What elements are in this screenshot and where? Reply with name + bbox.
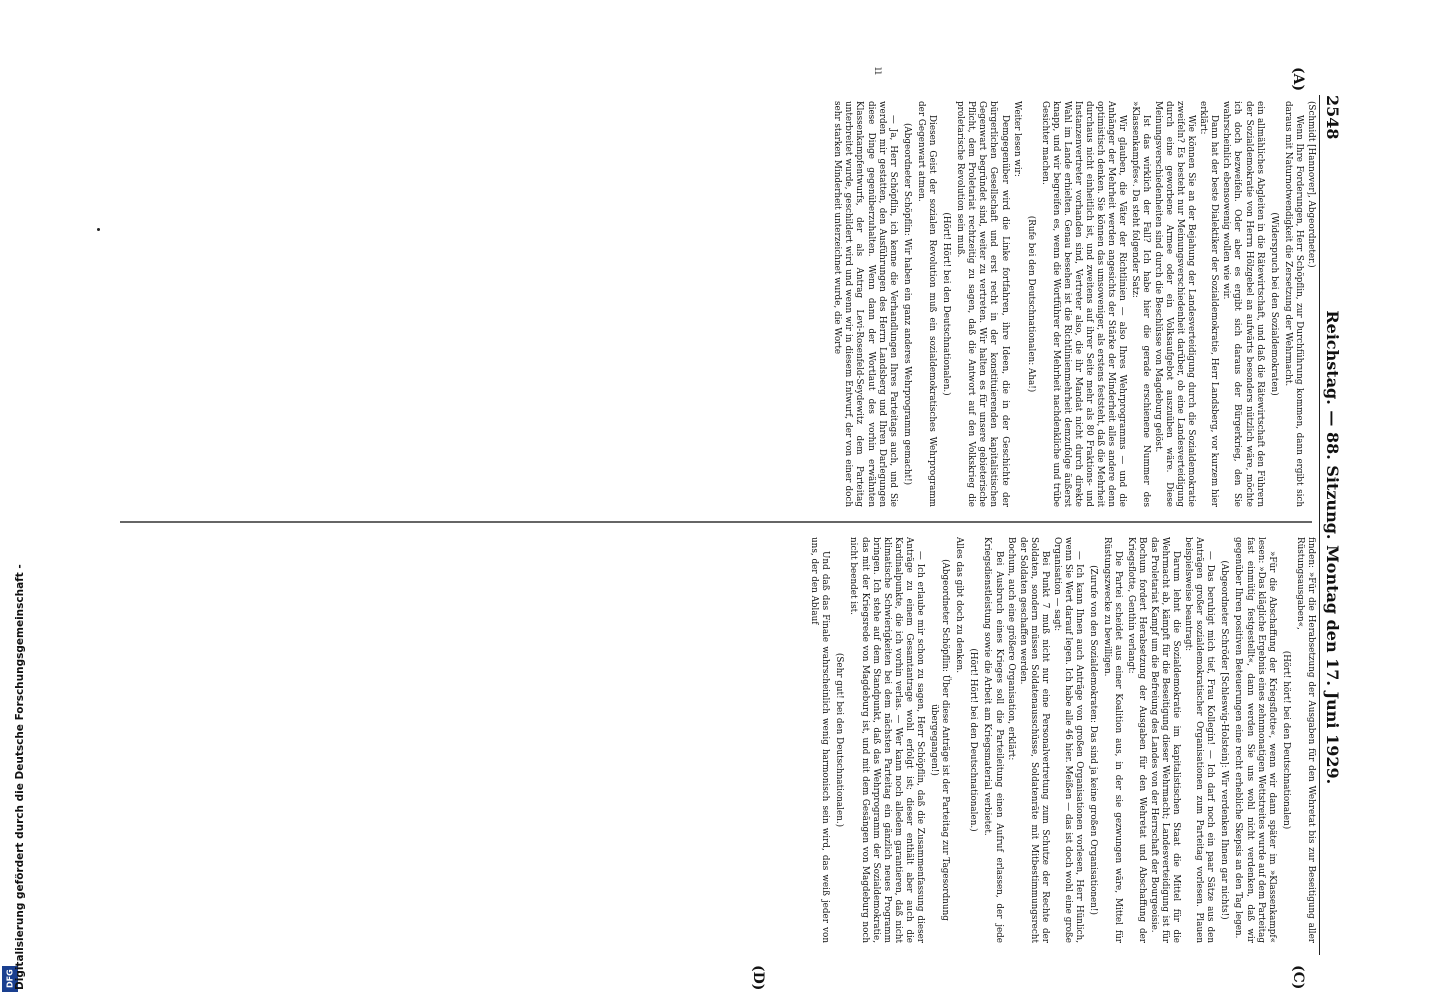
document-sheet xyxy=(116,67,1346,991)
paragraph: Wie können Sie an der Bejahung der Landesverteidigung durch die Sozialdemokratie zweifeln? Es besteht nur Meinungsverschiedenheit darüber, ob eine Landesverteidigung durch eine geworbene Armee oder ein Volksaufgebot auszuüben wäre. Diese Meinungsverschiedenheiten sind durch die Beschlüsse von Magdeburg gelöst. xyxy=(1152,101,1197,507)
interjection: (Sehr gut! bei den Deutschnationalen.) xyxy=(834,652,845,828)
paragraph: Wir glauben, die Väter der Richtlinien — also Ihres Wehrprogramms — und die Anhänger der Mehrheit werden angesichts der Stärke der Minderheit alles andere denn optimistisch denken. Sie können das umsoweniger, als erstens feststeht, daß die Mehrheit durchaus nicht einheitlich ist, und zweitens auf ihrer Seite mehr als 80 Fraktions- und Instanzenvertreter vorhanden sind, Vertreter also, die ihr Mandat nicht durch direkte Wahl im Lande erhielten. Genau besehen ist die Richtlinienmehrheit demzufolge äußerst knapp, und wir begreifen es, wenn die Wortführer der Mehrheit nachdenkliche und trübe Gesichter machen. xyxy=(1039,101,1128,507)
paragraph: — Das beruhigt mich tief, Frau Kollegin! — Ich darf noch ein paar Sätze aus den Anträgen großer sozialdemokratischer Organisationen zum Parteitag vorlesen. Plauen beispielsweise beantragt: xyxy=(1183,537,1216,943)
interjection: (Hört! Hört! bei den Deutschnationalen.) xyxy=(968,648,979,832)
paragraph: Dann hat der beste Dialektiker der Sozialdemokratie, Herr Landsberg, vor kurzem hier erklärt: xyxy=(1198,101,1220,507)
footer-credit: Digitalisierung gefördert durch die Deutsche Forschungsgemeinschaft - xyxy=(14,564,26,990)
paragraph: Diesen Geist der sozialen Revolution muß ein sozialdemokratisches Wehrprogramm der Gegenwart atmen. xyxy=(915,101,937,507)
paragraph: (Schmidt [Hannover], Abgeordneter.) xyxy=(1306,101,1316,268)
paragraph: Ist das wirklich der Fall? Ich habe hier die gerade erschienene Nummer des »Klassenkampfes«. Da steht folgender Satz: xyxy=(1129,101,1151,507)
paragraph: Wenn Ihre Forderungen, Herr Schöpflin, zur Durchführung kommen, dann ergibt sich daraus mit Naturnotwendigkeit die Zersetzung der Wehrmacht. xyxy=(1282,101,1304,507)
paragraph: Bei Punkt 7 muß nicht nur eine Personalvertretung zum Schutze der Rechte der Soldaten, sondern müssen Soldatenausschüsse, Soldatenräte mit Mitbestimmungsrecht der Soldaten geschaffen werden. xyxy=(1017,537,1050,943)
paragraph: finden: »Für die Herabsetzung der Ausgaben für den Wehretat bis zur Beseitigung aller Rüstungsausgaben«, xyxy=(1294,537,1316,943)
running-title: Reichstag. — 88. Sitzung. Montag den 17. Juni 1929. xyxy=(1323,310,1343,785)
left-column xyxy=(116,95,1316,513)
interjection: (Abgeordneter Schöpflin: Wir haben ein ganz anderes Wehrprogramm gemacht!) xyxy=(901,122,912,486)
paragraph: Bochum, auch eine größere Organisation, erklärt: xyxy=(1005,537,1016,761)
right-column xyxy=(116,531,1316,949)
column-divider xyxy=(120,521,1312,523)
page-number: 2548 xyxy=(1323,95,1343,140)
page-header xyxy=(1319,95,1346,955)
paragraph: — Ich kann Ihnen auch Anträge von großen Organisationen vorlesen, Herr Hünlich, wenn Sie Wert darauf legen. Ich habe alle 46 hier. Meißen — das ist doch wohl eine große Organisation — sagt: xyxy=(1052,537,1085,943)
interjection: (Abgeordneter Schöpflin: Über diese Anträge ist der Parteitag zur Tagesordnung übergegangen!) xyxy=(929,559,951,921)
interjection: (Widerspruch bei den Sozialdemokraten) xyxy=(1268,212,1279,396)
paragraph: Demgegenüber wird die Linke fortfahren, ihre Ideen, die in der Geschichte der bürgerlichen Gesellschaft und erst recht in der konstituierenden kapitalistischen Gegenwart begründet sind, weiter zu vertreten. Wir halten es für unsere gebieterische Pflicht, dem Proletariat rechtzeitig zu sagen, daß die Antwort auf den Volkskrieg die proletarische Revolution sein muß. xyxy=(955,101,1010,507)
paragraph: Die Partei scheidet aus einer Koalition aus, in der sie gezwungen wäre, Mittel für Rüstungszwecke zu bewilligen. xyxy=(1102,537,1124,943)
paragraph: Und daß das Finale wahrscheinlich wenig harmonisch sein wird, das weiß jeder von uns, der den Ablauf xyxy=(809,537,831,943)
paragraph: Alles das gibt doch zu denken. xyxy=(954,537,965,674)
paragraph: Weiter lesen wir: xyxy=(1011,101,1022,177)
interjection: (Rufe bei den Deutschnationalen: Aha!) xyxy=(1025,215,1036,393)
margin-stray-mark: ıı xyxy=(872,67,886,75)
text-columns xyxy=(116,95,1316,955)
scan-speck xyxy=(97,228,100,231)
dfg-logo-icon: DFG xyxy=(2,966,18,992)
margin-marker-d: (D) xyxy=(750,965,766,991)
digitization-footer xyxy=(0,0,26,1000)
interjection: (Abgeordneter Schröder [Schleswig-Holstein]: Wir verdenken Ihnen gar nichts!) xyxy=(1219,560,1230,920)
interjection: (Hört! hört! bei den Deutschnationalen) xyxy=(1280,650,1291,830)
interjection: (Hört! Hört! bei den Deutschnationalen.) xyxy=(941,212,952,396)
interjection: (Zurufe von den Sozialdemokraten: Das sind ja keine großen Organisationen!) xyxy=(1088,565,1099,915)
margin-marker-a: (A) xyxy=(1290,67,1306,92)
paragraph: — Ja, Herr Schöpflin, ich kenne die Verhandlungen Ihres Parteitags auch, und Sie werden mir gestatten, den Ausführungen des Herrn Landsberg und Ihren Darlegungen diese Dinge gegenüberzuhalten. Wenn dann der Wortlaut des vorhin erwähnten Klassenkampfentwurfs, der als Antrag Levi-Rosenfeld-Seydewitz dem Parteitag unterbreitet wurde, geschildert wird und wenn wir in diesem Entwurf, der von einer doch sehr starken Minderheit unterzeichnet wurde, die Worte xyxy=(832,101,898,507)
paragraph: »Für die Abschaffung der Kriegsflotte«, wenn wir dann später im »Klassenkampf« lesen: »Das klägliche Ergebnis eines zehnmonatigen Wettstreites wurde auf dem Parteitag fast einmütig festgestellt«, dann werden Sie uns wohl nicht verdenken, daß wir gegenüber Ihren positiven Beteuerungen eine recht erhebliche Skepsis an den Tag legen. xyxy=(1233,537,1277,943)
paragraph: Darum lehnt die Sozialdemokratie im kapitalistischen Staat die Mittel für die Wehrmacht ab, kämpft für die Beseitigung dieser Wehrmacht; Landesverteidigung ist für das Proletariat Kampf um die Befreiung des Landes von der Herrschaft der Bourgeoisie. xyxy=(1148,537,1181,943)
margin-marker-c: (C) xyxy=(1290,965,1306,990)
paragraph: Bochum fordert Herabsetzung der Ausgaben für den Wehretat und Abschaffung der Kriegsflotte, Genthin verlangt: xyxy=(1125,537,1147,943)
paragraph: — Ich erlaube mir schon zu sagen, Herr Schöpflin, daß die Zusammenfassung dieser Anträge zu einem Gesamtantrage wohl erfolgt ist; dieser enthält aber auch die Kardinalpunkte, die ich vorhin verlas. — Wer kann noch alledem garantieren, daß nicht klimatische Schwierigkeiten bei dem nächsten Parteitag ein gänzlich neues Programm bringen. Ich stehe auf dem Standpunkt, daß das Wehrprogramm der Sozialdemokratie, das mit der Kriegsrede von Magdeburg ist, und mit dem Gesängen von Magdeburg noch nicht beendet ist. xyxy=(848,537,925,943)
paragraph: Bei Ausbruch eines Krieges soll die Parteileitung einen Aufruf erlassen, der jede Kriegsdienstleistung sowie die Arbeit am Kriegsmaterial verbietet. xyxy=(982,537,1004,943)
paragraph: ein allmähliches Abgleiten in die Rätewirtschaft, und daß die Rätewirtschaft den Führern der Sozialdemokratie von Herrn Hölzgebel an aufwärts besonders nützlich wäre, möchte ich doch bezweifeln. Oder aber es ergibt sich daraus der Bürgerkrieg, den Sie wahrscheinlich ebensowenig wollen wie wir. xyxy=(1221,101,1265,507)
